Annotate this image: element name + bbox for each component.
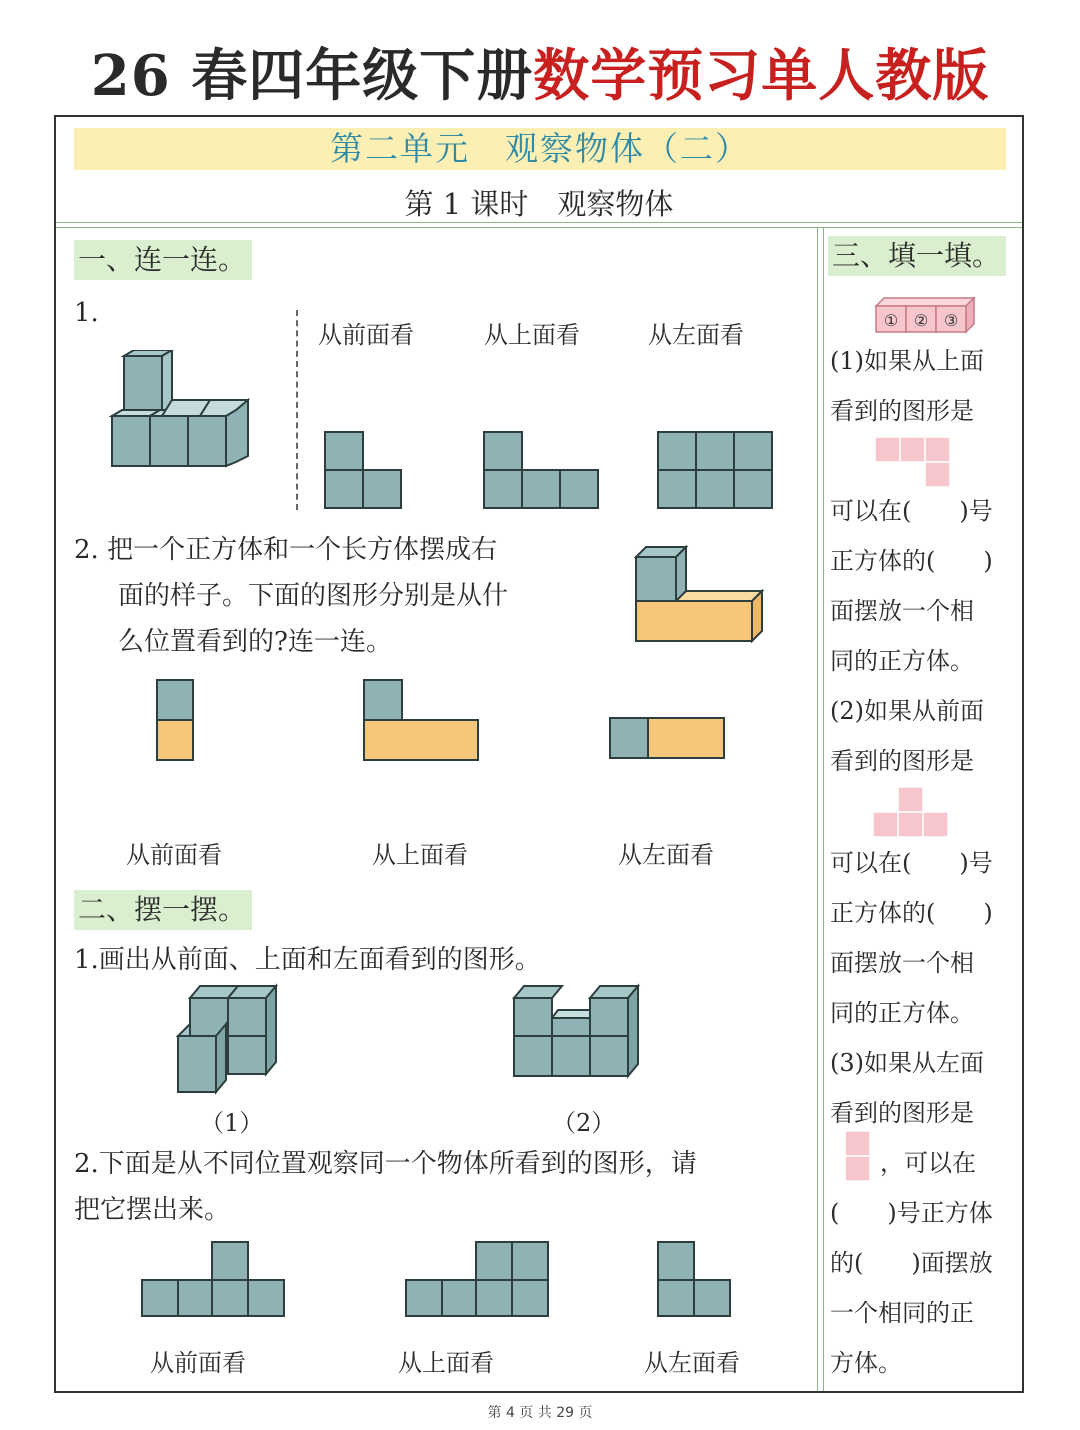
column-divider-2	[823, 228, 824, 1391]
cube-label-1: ①	[883, 311, 899, 330]
dashed-divider	[296, 310, 298, 510]
s3-line-18: 一个相同的正	[830, 1299, 974, 1327]
q2-view-a	[155, 678, 197, 764]
s2-q2-label-front: 从前面看	[150, 1349, 246, 1377]
s3-shape-1	[874, 436, 952, 488]
s3-line-13: (3)如果从左面	[830, 1049, 984, 1077]
q2-solid-figure	[628, 545, 768, 645]
s3-line-19: 方体。	[830, 1349, 902, 1377]
s3-shape-2	[872, 786, 950, 838]
q2-label-left: 从左面看	[618, 841, 714, 869]
s3-line-14: 看到的图形是	[830, 1099, 974, 1127]
q2-text-line1: 2. 把一个正方体和一个长方体摆成右	[74, 535, 498, 565]
s2-q2-view-front	[140, 1240, 286, 1320]
column-divider	[817, 228, 818, 1391]
title-red: 数学预习单人教版	[533, 43, 990, 109]
section2-heading: 二、摆一摆。	[74, 890, 252, 930]
s3-line-10: 正方体的( )	[830, 899, 993, 927]
s3-line-3: 可以在( )号	[830, 497, 993, 525]
s3-line-2: 看到的图形是	[830, 397, 974, 425]
q1-cube-figure	[100, 350, 260, 475]
s3-three-cubes	[874, 296, 976, 336]
cube-label-3: ③	[943, 311, 959, 330]
s2-figure-2	[512, 982, 642, 1082]
s3-line-6: 同的正方体。	[830, 647, 974, 675]
s2-figure-1	[176, 982, 282, 1096]
q1-label-top: 从上面看	[484, 321, 580, 349]
q2-text-line3: 么位置看到的?连一连。	[118, 627, 392, 657]
q2-view-b	[362, 678, 480, 764]
s2-q2-label-top: 从上面看	[398, 1349, 494, 1377]
q1-label-front: 从前面看	[318, 321, 414, 349]
s2-q2-view-top	[404, 1240, 550, 1320]
q2-text-line2: 面的样子。下面的图形分别是从什	[118, 581, 509, 611]
q1-view-b	[482, 430, 600, 512]
q2-view-c	[608, 716, 728, 762]
q1-number: 1.	[74, 298, 99, 328]
q2-label-top: 从上面看	[372, 841, 468, 869]
s3-shape-3	[844, 1130, 872, 1184]
s3-line-11: 面摆放一个相	[830, 949, 974, 977]
q2-label-front: 从前面看	[126, 841, 222, 869]
s3-line-5: 面摆放一个相	[830, 597, 974, 625]
q1-view-c	[656, 430, 774, 512]
s3-line-16: ( )号正方体	[830, 1199, 993, 1227]
page-footer: 第 4 页 共 29 页	[487, 1405, 593, 1421]
s3-line-1: (1)如果从上面	[830, 347, 984, 375]
s3-line-9: 可以在( )号	[830, 849, 993, 877]
cube-label-2: ②	[913, 311, 929, 330]
s3-line-17: 的( )面摆放	[830, 1249, 993, 1277]
header-divider	[56, 222, 1022, 223]
section3-heading: 三、填一填。	[828, 236, 1006, 276]
section1-heading: 一、连一连。	[74, 240, 252, 280]
page-title	[0, 40, 1080, 112]
s2-fig2-label: （2）	[552, 1109, 616, 1137]
lesson-title: 第 1 课时 观察物体	[404, 187, 674, 221]
s3-line-4: 正方体的( )	[830, 547, 993, 575]
s2-q1-text: 1.画出从前面、上面和左面看到的图形。	[74, 945, 541, 975]
q1-view-a	[323, 430, 405, 512]
s3-line-12: 同的正方体。	[830, 999, 974, 1027]
s3-line-7: (2)如果从前面	[830, 697, 984, 725]
s3-line-8: 看到的图形是	[830, 747, 974, 775]
title-black: 26 春四年级下册	[90, 43, 534, 109]
s2-q2-line1: 2.下面是从不同位置观察同一个物体所看到的图形，请	[74, 1149, 697, 1179]
s3-line-15: ，可以在	[880, 1149, 976, 1177]
s2-fig1-label: （1）	[200, 1109, 264, 1137]
header-divider-2	[56, 227, 1022, 228]
unit-title: 第二单元 观察物体（二）	[74, 128, 1006, 170]
q1-label-left: 从左面看	[648, 321, 744, 349]
s2-q2-label-left: 从左面看	[644, 1349, 740, 1377]
s2-q2-line2: 把它摆出来。	[74, 1195, 231, 1225]
s2-q2-view-left	[656, 1240, 734, 1320]
